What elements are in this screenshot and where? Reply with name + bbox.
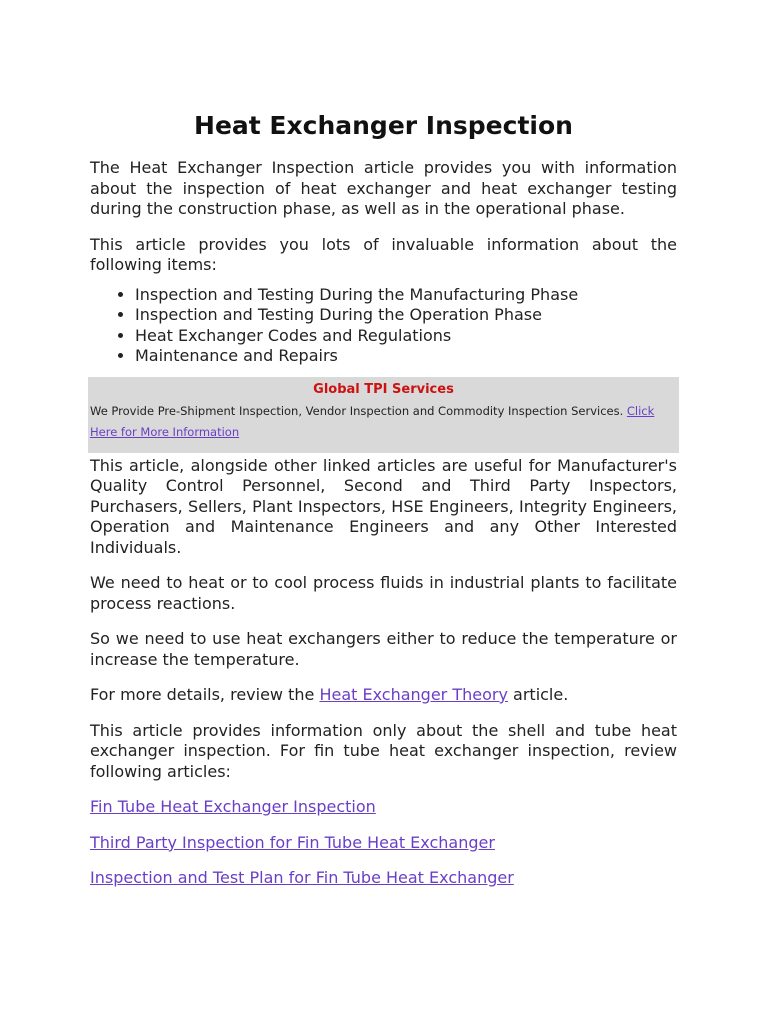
- related-link-paragraph: [90, 868, 677, 889]
- items-list: [90, 285, 677, 367]
- tpi-services-title: Global TPI Services: [313, 381, 454, 397]
- intro-paragraph: The Heat Exchanger Inspection article provides you with information about the inspection of heat exchanger and heat exchanger testing during the construction phase, as well as in the operational phase.: [90, 158, 677, 218]
- shell-tube-paragraph: This article provides information only about the shell and tube heat exchanger inspection. For fin tube heat exchanger inspection, review following articles:: [90, 720, 677, 781]
- list-item: • Inspection and Testing During the Operation Phase: [135, 305, 677, 326]
- related-link-paragraph: [90, 833, 677, 854]
- audience-paragraph: This article, alongside other linked articles are useful for Manufacturer's Quality Control Personnel, Second and Third Party Inspectors, Purchasers, Sellers, Plant Inspectors, HSE Engineers, Integrity Engineers, Operation and Maintenance Engineers and any Other Interested Individuals.: [90, 455, 677, 557]
- more-details-after: article.: [513, 685, 569, 704]
- heat-cool-paragraph: We need to heat or to cool process fluids in industrial plants to facilitate process reactions.: [90, 573, 677, 613]
- more-details-before: For more details, review the: [90, 685, 315, 704]
- list-item: • Heat Exchanger Codes and Regulations: [135, 326, 677, 347]
- related-link-paragraph: [90, 797, 677, 818]
- page-title: Heat Exchanger Inspection: [194, 111, 573, 140]
- list-item: • Maintenance and Repairs: [135, 346, 677, 367]
- inspection-test-plan-link[interactable]: Inspection and Test Plan for Fin Tube Heat Exchanger: [90, 868, 514, 887]
- list-item: • Inspection and Testing During the Manufacturing Phase: [135, 285, 677, 306]
- tpi-services-text: [88, 401, 679, 443]
- third-party-inspection-link[interactable]: Third Party Inspection for Fin Tube Heat Exchanger: [90, 832, 495, 852]
- tpi-more-info-link[interactable]: Click Here for More Information: [90, 403, 655, 439]
- article: [90, 108, 677, 904]
- use-exchangers-paragraph: So we need to use heat exchangers either to reduce the temperature or increase the temperature.: [90, 629, 677, 669]
- items-intro-paragraph: This article provides you lots of invaluable information about the following items:: [90, 234, 677, 274]
- tpi-services-description: We Provide Pre-Shipment Inspection, Vendor Inspection and Commodity Inspection Services.: [90, 403, 624, 418]
- tpi-services-box: [88, 377, 679, 453]
- fin-tube-inspection-link[interactable]: Fin Tube Heat Exchanger Inspection: [90, 797, 376, 816]
- more-details-paragraph: [90, 685, 677, 706]
- heat-exchanger-theory-link[interactable]: Heat Exchanger Theory: [319, 685, 508, 704]
